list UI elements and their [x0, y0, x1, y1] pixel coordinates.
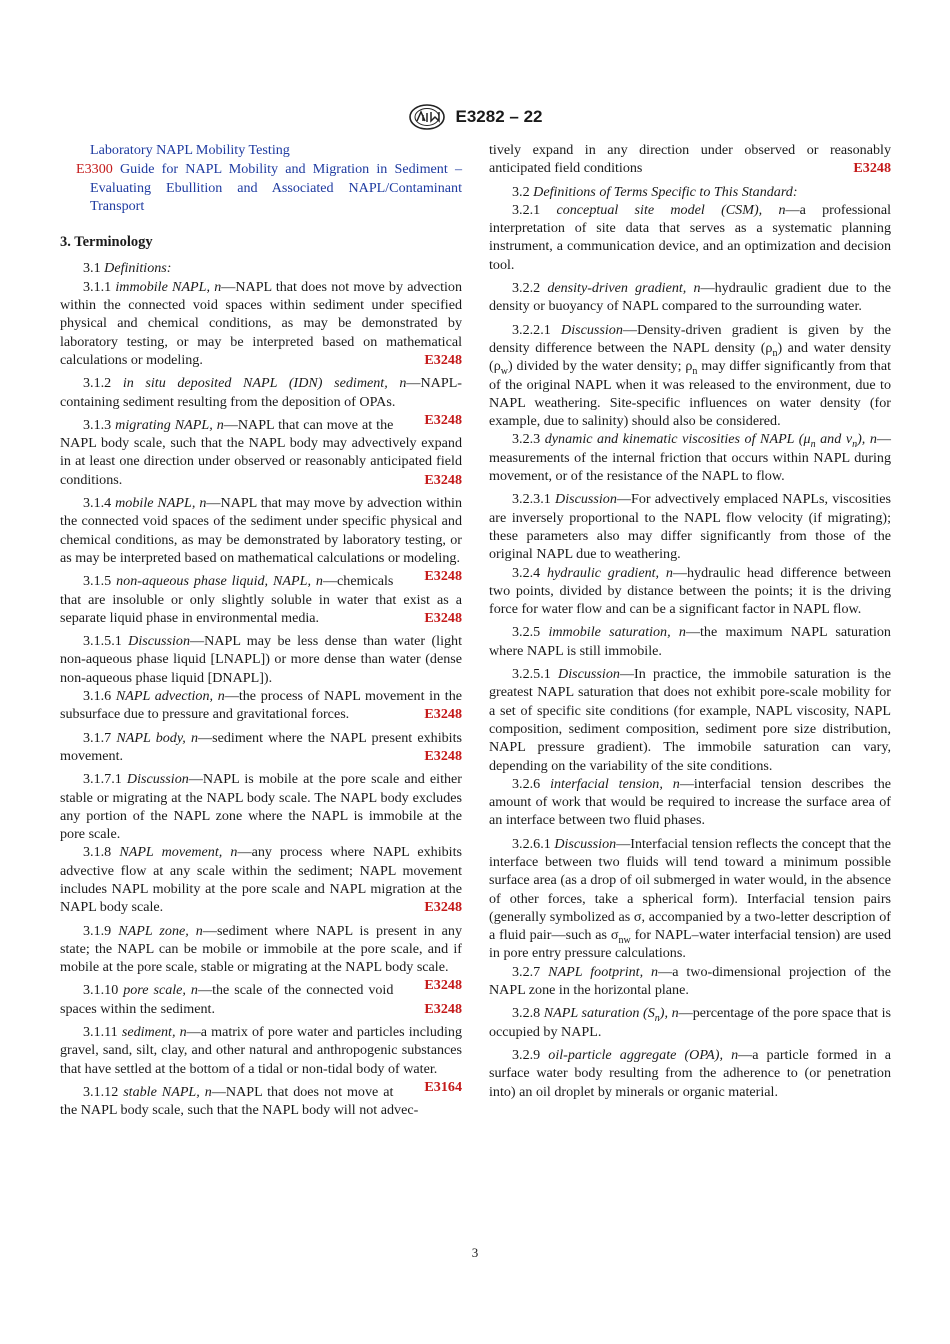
- definition-paragraph: 3.1.1 immobile NAPL, n—NAPL that does not move by advection within the connected void spaces within sediment under specified physical and chemical conditions, as may be demonstrated by laboratory testing, or may be interpreted based on mathematical calculations or modeling. E3248: [60, 278, 462, 368]
- reference-link[interactable]: E3248: [424, 471, 462, 488]
- definition-paragraph: 3.1.3 migrating NAPL, n—NAPL that can move at the NAPL body scale, such that the NAPL body may advectively expand in at least one direction under observed or reasonably anticipated field conditions. E3248: [60, 416, 462, 488]
- definition-paragraph: 3.1.6 NAPL advection, n—the process of NAPL movement in the subsurface due to pressure and gravitational forces. E3248: [60, 688, 462, 723]
- discussion-paragraph: 3.2.6.1 Discussion—Interfacial tension reflects the concept that the interface between two fluids will tend toward a minimum possible surface area (as a drop of oil submerged in water would, in the absence of other forces, take a spherical form). Interfacial tension pairs (generally symbolized as σ, accompanied by a two-letter description of a fluid pair—such as $\sigma_{nw}$ for NAPL–water interfacial tension) are used in pore entry pressure calculations.: [489, 835, 891, 962]
- definition-paragraph: 3.2.7 NAPL footprint, n—a two-dimensional projection of the NAPL zone in the horizontal plane.: [489, 963, 891, 999]
- reference-link[interactable]: E3248: [424, 568, 462, 585]
- discussion-paragraph: 3.1.5.1 Discussion—NAPL may be less dense than water (light non-aqueous phase liquid [LNAPL]) or more dense than water (dense non-aqueous phase liquid [DNAPL]).: [60, 633, 462, 686]
- reference-link[interactable]: E3248: [424, 706, 462, 723]
- definition-paragraph: 3.1.11 sediment, n—a matrix of pore water and particles including gravel, sand, silt, clay, and other natural and anthropogenic substances that have settled at the bottom of a tidal or non-tidal body of water. E3164: [60, 1024, 462, 1095]
- reference-item[interactable]: [60, 160, 462, 215]
- definition-paragraph: 3.2.6 interfacial tension, n—interfacial tension describes the amount of work that would be required to increase the surface area of an interface between two fluid phases.: [489, 775, 892, 829]
- definition-paragraph: 3.1.8 NAPL movement, n—any process where NAPL exhibits advective flow at any scale within the sediment; NAPL movement includes NAPL mobility at the pore scale and NAPL migration at the NAPL body scale. E3248: [60, 844, 462, 916]
- section-title: 3. Terminology: [60, 234, 153, 251]
- reference-item[interactable]: [60, 141, 462, 159]
- reference-code[interactable]: E3300: [76, 161, 113, 178]
- reference-link[interactable]: E3248: [424, 609, 462, 626]
- discussion-paragraph: 3.2.5.1 Discussion—In practice, the immobile saturation is the greatest NAPL saturation that does not exhibit pore-scale mobility for a set of specific site conditions (for example, NAPL viscosity, NAPL composition, sediment composition, sediment pore size distribution, NAPL pressure gradient). The immobile saturation can vary, depending on the variability of the site conditions.: [489, 666, 891, 774]
- reference-link[interactable]: E3248: [424, 899, 462, 916]
- definition-paragraph: 3.1.5 non-aqueous phase liquid, NAPL, n—chemicals that are insoluble or only slightly soluble in water that exist as a separate liquid phase in environmental media. E3248: [60, 573, 462, 626]
- definition-paragraph: 3.1.4 mobile NAPL, n—NAPL that may move by advection within the connected void spaces of the sediment under specific physical and chemical conditions, as may be demonstrated by laboratory testing, or as may be interpreted based on mathematical calculations or modeling. E3248: [60, 495, 462, 585]
- right-column: [489, 141, 891, 1106]
- reference-link[interactable]: E3248: [424, 1000, 462, 1017]
- continued-paragraph: tively expand in any direction under observed or reasonably anticipated field conditions E3248: [489, 142, 891, 177]
- reference-link[interactable]: E3248: [424, 977, 462, 994]
- subsection-heading: 3.2 Definitions of Terms Specific to This Standard:: [512, 183, 798, 200]
- reference-link[interactable]: E3248: [424, 411, 462, 428]
- definition-paragraph: 3.1.10 pore scale, n—the scale of the connected void spaces within the sediment. E3248: [60, 982, 462, 1017]
- definition-paragraph: 3.1.2 in situ deposited NAPL (IDN) sediment, n—NAPL-containing sediment resulting from the deposition of OPAs. E3248: [60, 375, 462, 428]
- page-number: 3: [471, 1245, 479, 1260]
- definition-paragraph: 3.1.7 NAPL body, n—sediment where the NAPL present exhibits movement. E3248: [60, 729, 462, 764]
- standard-designation: E3282 – 22: [455, 107, 543, 126]
- definition-paragraph: 3.2.9 oil-particle aggregate (OPA), n—a particle formed in a surface water body resulting from the adherence to (or penetration into) an oil droplet by minerals or organic material.: [489, 1046, 891, 1100]
- definition-paragraph: 3.2.1 conceptual site model (CSM), n—a professional interpretation of site data that serves as a systematic planning instrument, a communication device, and an optimization and decision tool.: [489, 201, 891, 273]
- left-column: [60, 141, 462, 1120]
- definition-paragraph: 3.1.12 stable NAPL, n—NAPL that does not move at the NAPL body scale, such that the NAPL body will not advec-: [60, 1083, 419, 1119]
- definition-paragraph: 3.2.5 immobile saturation, n—the maximum NAPL saturation where NAPL is still immobile.: [489, 624, 891, 659]
- reference-title-link[interactable]: Laboratory NAPL Mobility Testing: [90, 142, 290, 158]
- definition-paragraph: 3.1.9 NAPL zone, n—sediment where NAPL is present in any state; the NAPL can be mobile or immobile at the pore scale, and if mobile at the pore scale, stable or migrating at the NAPL body scale. E3248: [60, 922, 462, 994]
- definition-paragraph: 3.1 Definitions:: [83, 260, 172, 277]
- discussion-paragraph: 3.2.2.1 Discussion—Density-driven gradient is given by the density difference between the NAPL density $(\rho_n)$ and water density $(\rho_w)$ divided by the water density; $\rho_n$ may differ significantly from that of the original NAPL when it was released to the environment, due to NAPL weathering. Site-specific influences on water density (for example, due to salinity) should also be considered.: [489, 321, 892, 430]
- discussion-paragraph: 3.2.3.1 Discussion—For advectively emplaced NAPLs, viscosities are inversely proportional to the NAPL flow velocity (if migrating); these parameters also may differ significantly from those of the original NAPL due to weathering.: [489, 491, 892, 563]
- astm-logo-icon: [408, 103, 446, 131]
- reference-link[interactable]: E3164: [424, 1078, 462, 1095]
- reference-link[interactable]: E3248: [853, 160, 891, 177]
- definition-paragraph: 3.2.3 dynamic and kinematic viscosities of NAPL ($\mu_n$ and $\nu_n$), n—measurements of the internal friction that occurs within NAPL during movement, or of the resistance of the NAPL to flow.: [489, 431, 891, 485]
- reference-link[interactable]: E3248: [424, 747, 462, 764]
- definition-paragraph: 3.2.8 NAPL saturation $(S_n)$, n—percentage of the pore space that is occupied by NAPL.: [489, 1005, 891, 1040]
- reference-title-link[interactable]: Guide for NAPL Mobility and Migration in Sediment – Evaluating Ebullition and Associated NAPL/Contaminant Transport: [90, 161, 462, 214]
- reference-link[interactable]: E3248: [424, 351, 462, 368]
- discussion-paragraph: 3.1.7.1 Discussion—NAPL is mobile at the pore scale and either stable or migrating at the NAPL body scale. The NAPL body excludes any portion of the NAPL zone where the NAPL is immobile at the pore scale.: [60, 771, 462, 843]
- definition-paragraph: 3.2.2 density-driven gradient, n—hydraulic gradient due to the density or buoyancy of NAPL compared to the surrounding water.: [489, 280, 891, 315]
- page-header: [0, 103, 950, 131]
- definition-paragraph: 3.2.4 hydraulic gradient, n—hydraulic head difference between two points, divided by distance between the points; it is the driving force for water flow and can be a significant factor in NAPL flow.: [489, 564, 891, 618]
